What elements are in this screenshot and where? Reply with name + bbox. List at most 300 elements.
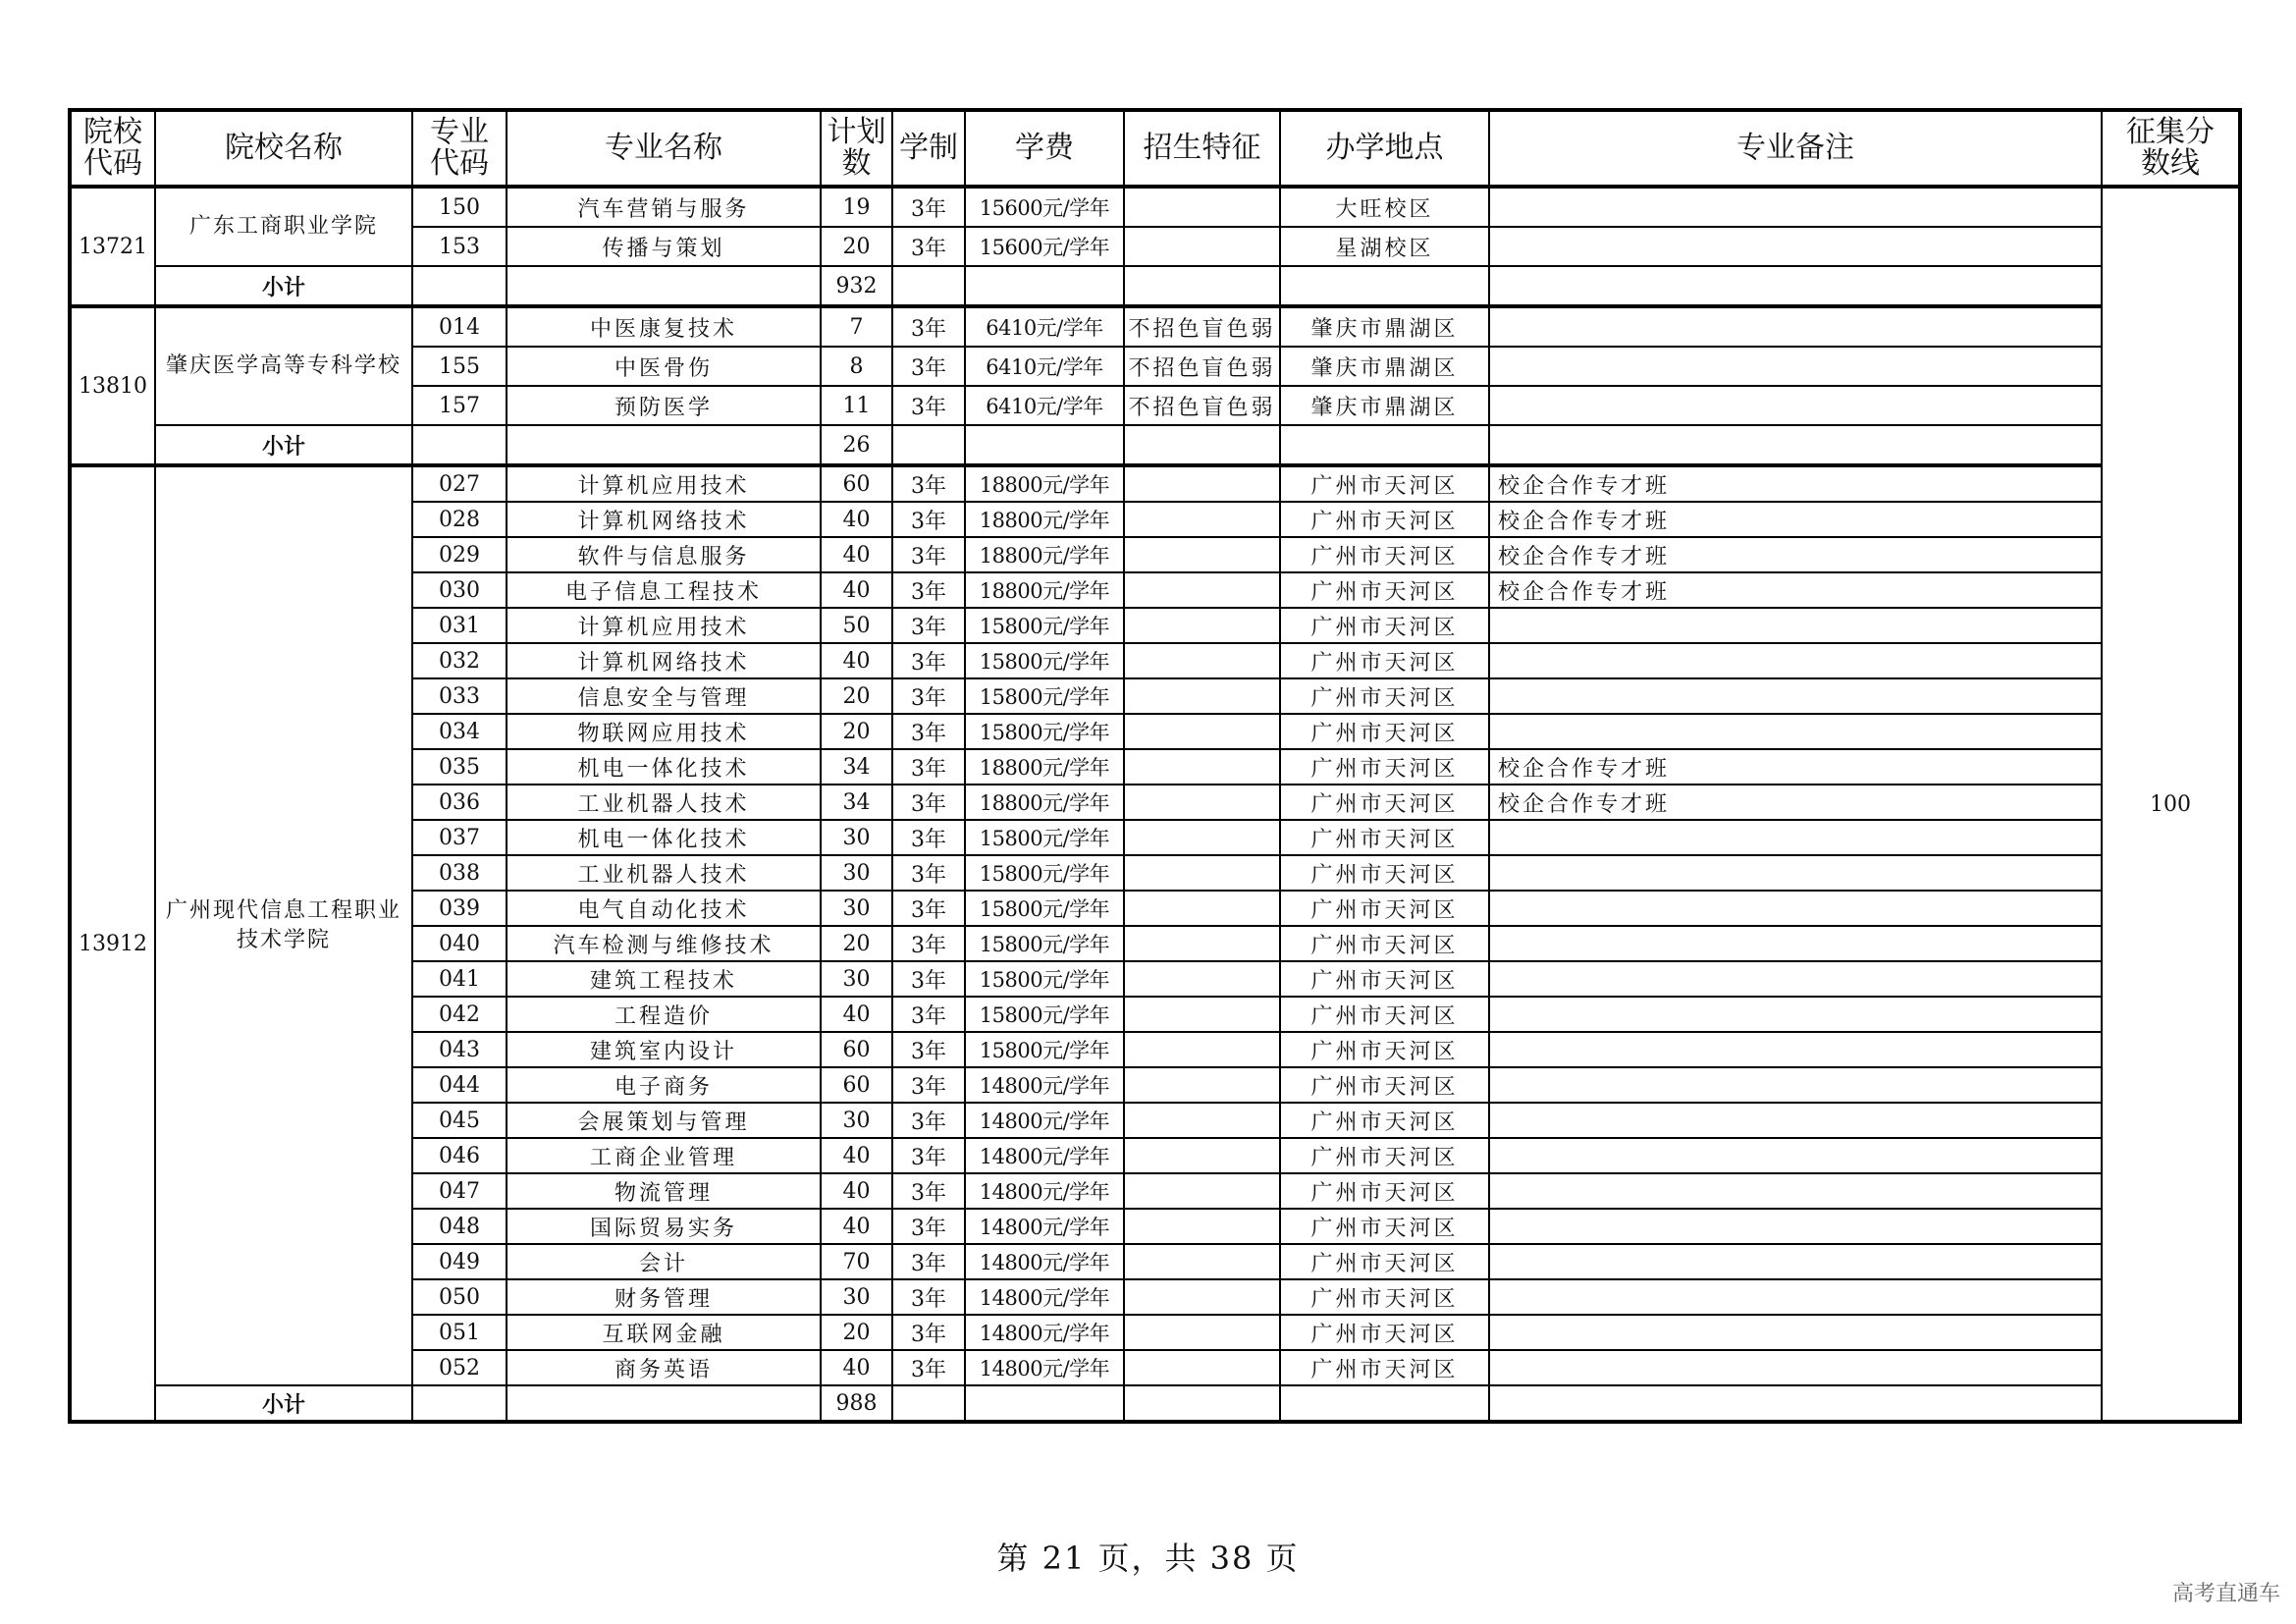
major-note-cell xyxy=(1489,1067,2102,1103)
campus-cell: 广州市天河区 xyxy=(1280,465,1489,502)
major-code-cell: 043 xyxy=(412,1032,507,1067)
major-name-cell: 工业机器人技术 xyxy=(507,855,821,891)
school-code-cell: 13810 xyxy=(70,306,155,465)
plan-count-cell: 40 xyxy=(821,1350,892,1385)
header-major-name: 专业名称 xyxy=(507,110,821,187)
table-row xyxy=(70,187,2240,227)
subtotal-value: 26 xyxy=(821,425,892,465)
plan-count-cell: 30 xyxy=(821,820,892,855)
tuition-cell: 14800元/学年 xyxy=(965,1279,1124,1315)
plan-count-cell: 11 xyxy=(821,386,892,425)
major-code-cell: 042 xyxy=(412,997,507,1032)
major-code-cell: 036 xyxy=(412,785,507,820)
admission-feature-cell xyxy=(1124,714,1280,749)
admission-feature-cell xyxy=(1124,1067,1280,1103)
plan-count-cell: 40 xyxy=(821,997,892,1032)
campus-cell: 广州市天河区 xyxy=(1280,502,1489,537)
major-name-cell: 计算机网络技术 xyxy=(507,502,821,537)
campus-cell: 肇庆市鼎湖区 xyxy=(1280,386,1489,425)
campus-cell: 肇庆市鼎湖区 xyxy=(1280,306,1489,347)
subtotal-value: 988 xyxy=(821,1385,892,1422)
subtotal-label: 小计 xyxy=(155,266,412,306)
major-code-cell: 051 xyxy=(412,1315,507,1350)
major-code-cell: 046 xyxy=(412,1138,507,1173)
duration-cell: 3年 xyxy=(892,306,965,347)
major-name-cell: 商务英语 xyxy=(507,1350,821,1385)
tuition-cell: 18800元/学年 xyxy=(965,465,1124,502)
major-note-cell xyxy=(1489,1032,2102,1067)
empty-cell xyxy=(892,425,965,465)
header-row xyxy=(70,110,2240,187)
tuition-cell: 15600元/学年 xyxy=(965,227,1124,266)
campus-cell: 广州市天河区 xyxy=(1280,961,1489,997)
campus-cell: 广州市天河区 xyxy=(1280,1209,1489,1244)
watermark: 高考直通车 xyxy=(2171,1582,2280,1606)
empty-cell xyxy=(892,1385,965,1422)
admission-feature-cell: 不招色盲色弱 xyxy=(1124,347,1280,386)
tuition-cell: 15800元/学年 xyxy=(965,643,1124,678)
major-name-cell: 机电一体化技术 xyxy=(507,820,821,855)
campus-cell: 广州市天河区 xyxy=(1280,1173,1489,1209)
campus-cell: 广州市天河区 xyxy=(1280,537,1489,572)
major-note-cell xyxy=(1489,926,2102,961)
duration-cell: 3年 xyxy=(892,187,965,227)
admission-feature-cell: 不招色盲色弱 xyxy=(1124,386,1280,425)
campus-cell: 广州市天河区 xyxy=(1280,749,1489,785)
empty-cell xyxy=(1489,266,2102,306)
campus-cell: 广州市天河区 xyxy=(1280,1067,1489,1103)
tuition-cell: 14800元/学年 xyxy=(965,1244,1124,1279)
plan-count-cell: 40 xyxy=(821,1173,892,1209)
admission-feature-cell xyxy=(1124,855,1280,891)
major-code-cell: 038 xyxy=(412,855,507,891)
subtotal-label: 小计 xyxy=(155,425,412,465)
duration-cell: 3年 xyxy=(892,1173,965,1209)
admission-feature-cell xyxy=(1124,1138,1280,1173)
major-code-cell: 014 xyxy=(412,306,507,347)
major-code-cell: 052 xyxy=(412,1350,507,1385)
duration-cell: 3年 xyxy=(892,961,965,997)
campus-cell: 广州市天河区 xyxy=(1280,1103,1489,1138)
tuition-cell: 15800元/学年 xyxy=(965,678,1124,714)
empty-cell xyxy=(412,1385,507,1422)
admission-feature-cell xyxy=(1124,749,1280,785)
admission-feature-cell xyxy=(1124,1244,1280,1279)
major-code-cell: 153 xyxy=(412,227,507,266)
empty-cell xyxy=(892,266,965,306)
major-note-cell xyxy=(1489,187,2102,227)
tuition-cell: 14800元/学年 xyxy=(965,1350,1124,1385)
empty-cell xyxy=(1280,1385,1489,1422)
tuition-cell: 6410元/学年 xyxy=(965,386,1124,425)
duration-cell: 3年 xyxy=(892,465,965,502)
tuition-cell: 6410元/学年 xyxy=(965,347,1124,386)
campus-cell: 大旺校区 xyxy=(1280,187,1489,227)
tuition-cell: 15800元/学年 xyxy=(965,1032,1124,1067)
major-note-cell: 校企合作专才班 xyxy=(1489,502,2102,537)
tuition-cell: 18800元/学年 xyxy=(965,502,1124,537)
duration-cell: 3年 xyxy=(892,678,965,714)
campus-cell: 广州市天河区 xyxy=(1280,572,1489,608)
major-code-cell: 155 xyxy=(412,347,507,386)
subtotal-value: 932 xyxy=(821,266,892,306)
plan-count-cell: 60 xyxy=(821,465,892,502)
duration-cell: 3年 xyxy=(892,227,965,266)
major-name-cell: 汽车营销与服务 xyxy=(507,187,821,227)
major-code-cell: 031 xyxy=(412,608,507,643)
admission-feature-cell xyxy=(1124,1103,1280,1138)
major-note-cell xyxy=(1489,1209,2102,1244)
admission-feature-cell xyxy=(1124,678,1280,714)
major-name-cell: 计算机应用技术 xyxy=(507,465,821,502)
major-name-cell: 电子信息工程技术 xyxy=(507,572,821,608)
major-name-cell: 工商企业管理 xyxy=(507,1138,821,1173)
major-note-cell xyxy=(1489,1173,2102,1209)
tuition-cell: 14800元/学年 xyxy=(965,1315,1124,1350)
tuition-cell: 15600元/学年 xyxy=(965,187,1124,227)
plan-count-cell: 40 xyxy=(821,502,892,537)
tuition-cell: 15800元/学年 xyxy=(965,891,1124,926)
major-code-cell: 034 xyxy=(412,714,507,749)
major-note-cell xyxy=(1489,1244,2102,1279)
campus-cell: 肇庆市鼎湖区 xyxy=(1280,347,1489,386)
major-note-cell xyxy=(1489,961,2102,997)
plan-count-cell: 8 xyxy=(821,347,892,386)
major-note-cell xyxy=(1489,643,2102,678)
major-note-cell xyxy=(1489,1138,2102,1173)
plan-count-cell: 20 xyxy=(821,227,892,266)
major-code-cell: 041 xyxy=(412,961,507,997)
admission-feature-cell xyxy=(1124,1209,1280,1244)
major-note-cell xyxy=(1489,386,2102,425)
major-code-cell: 150 xyxy=(412,187,507,227)
major-code-cell: 157 xyxy=(412,386,507,425)
duration-cell: 3年 xyxy=(892,785,965,820)
score-line-cell: 100 xyxy=(2102,187,2240,1422)
campus-cell: 广州市天河区 xyxy=(1280,926,1489,961)
plan-count-cell: 34 xyxy=(821,749,892,785)
tuition-cell: 15800元/学年 xyxy=(965,714,1124,749)
tuition-cell: 14800元/学年 xyxy=(965,1138,1124,1173)
duration-cell: 3年 xyxy=(892,386,965,425)
tuition-cell: 14800元/学年 xyxy=(965,1209,1124,1244)
admission-feature-cell xyxy=(1124,227,1280,266)
header-duration: 学制 xyxy=(892,110,965,187)
admission-feature-cell xyxy=(1124,572,1280,608)
major-note-cell xyxy=(1489,820,2102,855)
plan-count-cell: 50 xyxy=(821,608,892,643)
empty-cell xyxy=(412,425,507,465)
admission-feature-cell xyxy=(1124,608,1280,643)
header-major-note: 专业备注 xyxy=(1489,110,2102,187)
major-name-cell: 财务管理 xyxy=(507,1279,821,1315)
major-code-cell: 049 xyxy=(412,1244,507,1279)
tuition-cell: 15800元/学年 xyxy=(965,608,1124,643)
admission-feature-cell xyxy=(1124,1279,1280,1315)
plan-count-cell: 30 xyxy=(821,961,892,997)
major-note-cell xyxy=(1489,608,2102,643)
duration-cell: 3年 xyxy=(892,1067,965,1103)
major-name-cell: 国际贸易实务 xyxy=(507,1209,821,1244)
campus-cell: 广州市天河区 xyxy=(1280,714,1489,749)
major-name-cell: 物联网应用技术 xyxy=(507,714,821,749)
major-note-cell xyxy=(1489,1279,2102,1315)
school-name-cell: 广东工商职业学院 xyxy=(155,187,412,266)
duration-cell: 3年 xyxy=(892,820,965,855)
duration-cell: 3年 xyxy=(892,1138,965,1173)
plan-count-cell: 30 xyxy=(821,1103,892,1138)
admission-feature-cell xyxy=(1124,1315,1280,1350)
plan-count-cell: 40 xyxy=(821,1209,892,1244)
major-code-cell: 033 xyxy=(412,678,507,714)
empty-cell xyxy=(1489,1385,2102,1422)
major-note-cell xyxy=(1489,855,2102,891)
duration-cell: 3年 xyxy=(892,714,965,749)
admission-feature-cell xyxy=(1124,785,1280,820)
major-name-cell: 中医康复技术 xyxy=(507,306,821,347)
major-code-cell: 035 xyxy=(412,749,507,785)
tuition-cell: 6410元/学年 xyxy=(965,306,1124,347)
tuition-cell: 18800元/学年 xyxy=(965,785,1124,820)
major-code-cell: 048 xyxy=(412,1209,507,1244)
tuition-cell: 14800元/学年 xyxy=(965,1103,1124,1138)
major-note-cell: 校企合作专才班 xyxy=(1489,572,2102,608)
campus-cell: 广州市天河区 xyxy=(1280,678,1489,714)
plan-count-cell: 30 xyxy=(821,891,892,926)
tuition-cell: 18800元/学年 xyxy=(965,749,1124,785)
major-note-cell xyxy=(1489,306,2102,347)
major-name-cell: 建筑室内设计 xyxy=(507,1032,821,1067)
admission-feature-cell xyxy=(1124,643,1280,678)
plan-count-cell: 19 xyxy=(821,187,892,227)
major-note-cell xyxy=(1489,678,2102,714)
plan-count-cell: 40 xyxy=(821,537,892,572)
empty-cell xyxy=(1489,425,2102,465)
major-note-cell xyxy=(1489,891,2102,926)
major-name-cell: 物流管理 xyxy=(507,1173,821,1209)
tuition-cell: 18800元/学年 xyxy=(965,572,1124,608)
header-campus: 办学地点 xyxy=(1280,110,1489,187)
empty-cell xyxy=(412,266,507,306)
duration-cell: 3年 xyxy=(892,537,965,572)
major-code-cell: 047 xyxy=(412,1173,507,1209)
campus-cell: 广州市天河区 xyxy=(1280,855,1489,891)
tuition-cell: 15800元/学年 xyxy=(965,926,1124,961)
major-name-cell: 电子商务 xyxy=(507,1067,821,1103)
major-note-cell: 校企合作专才班 xyxy=(1489,749,2102,785)
admission-feature-cell xyxy=(1124,187,1280,227)
campus-cell: 广州市天河区 xyxy=(1280,997,1489,1032)
empty-cell xyxy=(1280,266,1489,306)
plan-count-cell: 40 xyxy=(821,643,892,678)
duration-cell: 3年 xyxy=(892,997,965,1032)
campus-cell: 广州市天河区 xyxy=(1280,643,1489,678)
school-name-cell: 广州现代信息工程职业技术学院 xyxy=(155,465,412,1385)
empty-cell xyxy=(1124,1385,1280,1422)
campus-cell: 广州市天河区 xyxy=(1280,1315,1489,1350)
tuition-cell: 15800元/学年 xyxy=(965,820,1124,855)
major-code-cell: 027 xyxy=(412,465,507,502)
duration-cell: 3年 xyxy=(892,749,965,785)
major-name-cell: 信息安全与管理 xyxy=(507,678,821,714)
major-name-cell: 电气自动化技术 xyxy=(507,891,821,926)
major-name-cell: 互联网金融 xyxy=(507,1315,821,1350)
major-code-cell: 028 xyxy=(412,502,507,537)
tuition-cell: 14800元/学年 xyxy=(965,1173,1124,1209)
subtotal-row xyxy=(70,266,2240,306)
plan-count-cell: 40 xyxy=(821,1138,892,1173)
admission-feature-cell xyxy=(1124,1032,1280,1067)
campus-cell: 广州市天河区 xyxy=(1280,1350,1489,1385)
duration-cell: 3年 xyxy=(892,643,965,678)
duration-cell: 3年 xyxy=(892,347,965,386)
header-school-name: 院校名称 xyxy=(155,110,412,187)
duration-cell: 3年 xyxy=(892,572,965,608)
subtotal-row xyxy=(70,425,2240,465)
school-name-cell: 肇庆医学高等专科学校 xyxy=(155,306,412,425)
major-code-cell: 030 xyxy=(412,572,507,608)
admission-feature-cell: 不招色盲色弱 xyxy=(1124,306,1280,347)
major-name-cell: 计算机应用技术 xyxy=(507,608,821,643)
major-note-cell: 校企合作专才班 xyxy=(1489,537,2102,572)
major-name-cell: 计算机网络技术 xyxy=(507,643,821,678)
campus-cell: 广州市天河区 xyxy=(1280,891,1489,926)
major-note-cell xyxy=(1489,1350,2102,1385)
admission-feature-cell xyxy=(1124,1350,1280,1385)
empty-cell xyxy=(507,266,821,306)
table-row xyxy=(70,306,2240,347)
campus-cell: 广州市天河区 xyxy=(1280,1279,1489,1315)
major-name-cell: 会计 xyxy=(507,1244,821,1279)
duration-cell: 3年 xyxy=(892,855,965,891)
major-note-cell xyxy=(1489,347,2102,386)
duration-cell: 3年 xyxy=(892,1279,965,1315)
duration-cell: 3年 xyxy=(892,1350,965,1385)
duration-cell: 3年 xyxy=(892,926,965,961)
tuition-cell: 15800元/学年 xyxy=(965,997,1124,1032)
subtotal-label: 小计 xyxy=(155,1385,412,1422)
plan-count-cell: 7 xyxy=(821,306,892,347)
admission-feature-cell xyxy=(1124,891,1280,926)
page-number: 第 21 页，共 38 页 xyxy=(996,1540,1300,1577)
campus-cell: 广州市天河区 xyxy=(1280,1244,1489,1279)
major-name-cell: 会展策划与管理 xyxy=(507,1103,821,1138)
plan-count-cell: 34 xyxy=(821,785,892,820)
major-note-cell xyxy=(1489,227,2102,266)
empty-cell xyxy=(965,266,1124,306)
header-major-code: 专业代码 xyxy=(412,110,507,187)
major-code-cell: 032 xyxy=(412,643,507,678)
tuition-cell: 15800元/学年 xyxy=(965,961,1124,997)
admission-feature-cell xyxy=(1124,537,1280,572)
duration-cell: 3年 xyxy=(892,1209,965,1244)
duration-cell: 3年 xyxy=(892,1032,965,1067)
header-plan-count: 计划数 xyxy=(821,110,892,187)
empty-cell xyxy=(1124,266,1280,306)
admission-feature-cell xyxy=(1124,820,1280,855)
major-code-cell: 029 xyxy=(412,537,507,572)
plan-count-cell: 60 xyxy=(821,1032,892,1067)
plan-count-cell: 70 xyxy=(821,1244,892,1279)
header-admission-feature: 招生特征 xyxy=(1124,110,1280,187)
duration-cell: 3年 xyxy=(892,502,965,537)
major-code-cell: 050 xyxy=(412,1279,507,1315)
plan-count-cell: 30 xyxy=(821,855,892,891)
admission-feature-cell xyxy=(1124,502,1280,537)
tuition-cell: 15800元/学年 xyxy=(965,855,1124,891)
major-note-cell: 校企合作专才班 xyxy=(1489,465,2102,502)
major-name-cell: 建筑工程技术 xyxy=(507,961,821,997)
duration-cell: 3年 xyxy=(892,891,965,926)
major-code-cell: 039 xyxy=(412,891,507,926)
empty-cell xyxy=(965,1385,1124,1422)
admission-feature-cell xyxy=(1124,997,1280,1032)
major-name-cell: 工业机器人技术 xyxy=(507,785,821,820)
major-name-cell: 汽车检测与维修技术 xyxy=(507,926,821,961)
plan-count-cell: 20 xyxy=(821,926,892,961)
school-code-cell: 13912 xyxy=(70,465,155,1422)
major-code-cell: 044 xyxy=(412,1067,507,1103)
plan-count-cell: 20 xyxy=(821,678,892,714)
admission-feature-cell xyxy=(1124,961,1280,997)
empty-cell xyxy=(507,1385,821,1422)
major-name-cell: 软件与信息服务 xyxy=(507,537,821,572)
admission-feature-cell xyxy=(1124,465,1280,502)
header-school-code: 院校代码 xyxy=(70,110,155,187)
campus-cell: 广州市天河区 xyxy=(1280,820,1489,855)
plan-count-cell: 60 xyxy=(821,1067,892,1103)
table-body xyxy=(70,187,2240,1422)
plan-count-cell: 30 xyxy=(821,1279,892,1315)
major-name-cell: 中医骨伤 xyxy=(507,347,821,386)
major-note-cell xyxy=(1489,1315,2102,1350)
empty-cell xyxy=(965,425,1124,465)
empty-cell xyxy=(1280,425,1489,465)
enrollment-table xyxy=(68,108,2242,1424)
major-name-cell: 机电一体化技术 xyxy=(507,749,821,785)
major-name-cell: 传播与策划 xyxy=(507,227,821,266)
tuition-cell: 18800元/学年 xyxy=(965,537,1124,572)
major-name-cell: 预防医学 xyxy=(507,386,821,425)
major-name-cell: 工程造价 xyxy=(507,997,821,1032)
campus-cell: 广州市天河区 xyxy=(1280,1138,1489,1173)
tuition-cell: 14800元/学年 xyxy=(965,1067,1124,1103)
subtotal-row xyxy=(70,1385,2240,1422)
campus-cell: 广州市天河区 xyxy=(1280,1032,1489,1067)
header-score-line: 征集分数线 xyxy=(2102,110,2240,187)
duration-cell: 3年 xyxy=(892,1315,965,1350)
admission-feature-cell xyxy=(1124,1173,1280,1209)
major-note-cell xyxy=(1489,1103,2102,1138)
plan-count-cell: 40 xyxy=(821,572,892,608)
plan-count-cell: 20 xyxy=(821,1315,892,1350)
campus-cell: 广州市天河区 xyxy=(1280,785,1489,820)
major-code-cell: 040 xyxy=(412,926,507,961)
table-row xyxy=(70,465,2240,502)
header-tuition: 学费 xyxy=(965,110,1124,187)
empty-cell xyxy=(507,425,821,465)
duration-cell: 3年 xyxy=(892,1244,965,1279)
major-code-cell: 037 xyxy=(412,820,507,855)
plan-count-cell: 20 xyxy=(821,714,892,749)
empty-cell xyxy=(1124,425,1280,465)
campus-cell: 广州市天河区 xyxy=(1280,608,1489,643)
school-code-cell: 13721 xyxy=(70,187,155,306)
admission-feature-cell xyxy=(1124,926,1280,961)
major-note-cell xyxy=(1489,997,2102,1032)
duration-cell: 3年 xyxy=(892,1103,965,1138)
campus-cell: 星湖校区 xyxy=(1280,227,1489,266)
